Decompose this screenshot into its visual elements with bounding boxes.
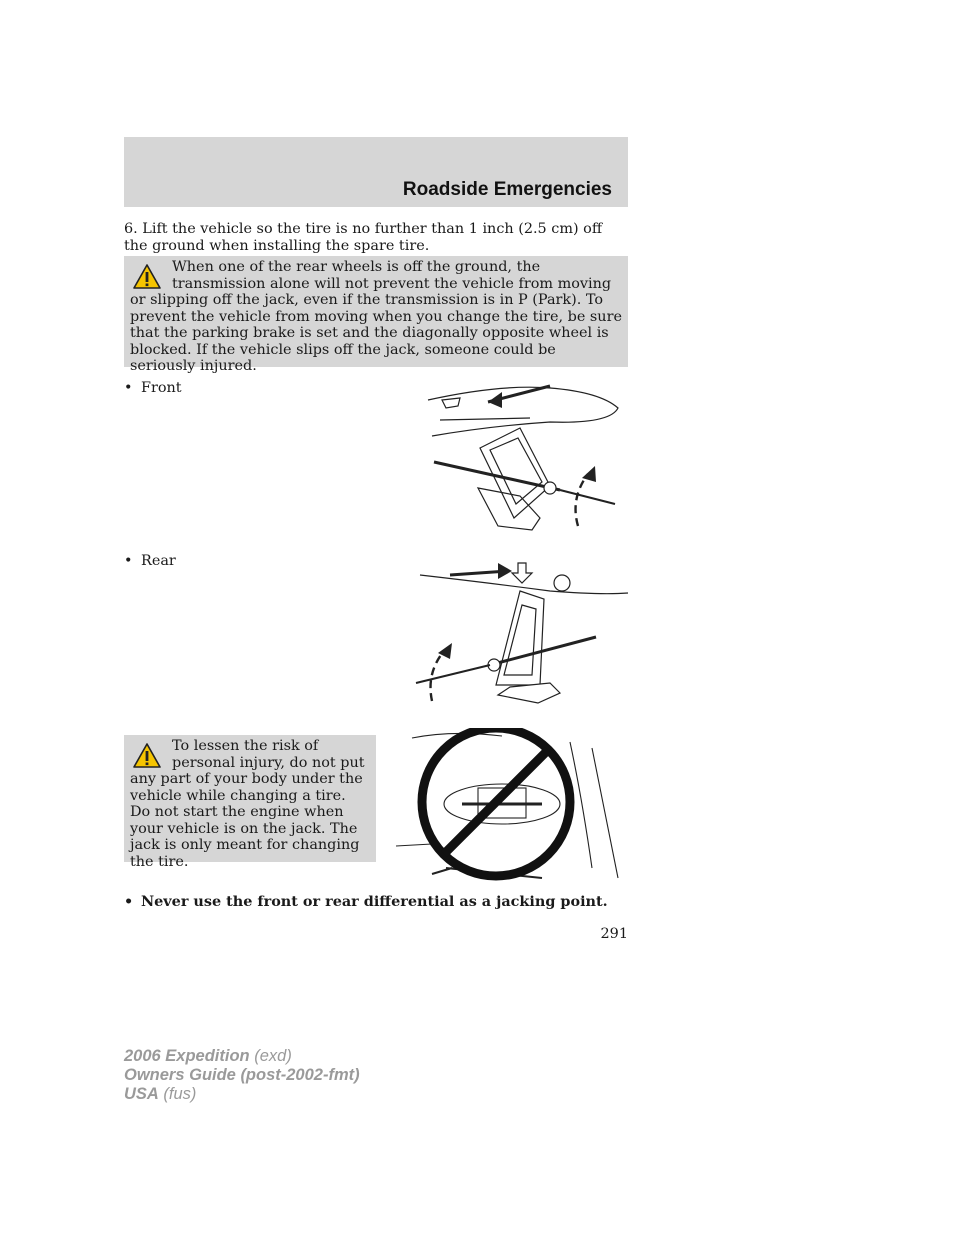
footer-line-3: USA (fus) xyxy=(124,1085,197,1103)
front-jack-illustration xyxy=(410,378,628,544)
no-differential-jacking-illustration xyxy=(392,728,628,888)
bullet-symbol: • xyxy=(124,380,133,396)
warning-text: When one of the rear wheels is off the ground, the transmission alone will not prevent the vehicle from moving or slipping off the jack, even if the transmission is in P (Park). To prevent the vehicle from moving when you change the tire, be sure that the parking brake is set and the diagonally opposite wheel is blocked. If the vehicle slips off the jack, someone could be seriously injured. xyxy=(130,259,622,374)
bullet-symbol: • xyxy=(124,553,133,569)
bullet-label: Front xyxy=(141,380,182,396)
bullet-rear xyxy=(124,553,176,569)
document-footer xyxy=(124,1047,360,1104)
section-header-band xyxy=(124,137,628,207)
warning-triangle-icon xyxy=(132,263,162,291)
step-6-text: 6. Lift the vehicle so the tire is no further than 1 inch (2.5 cm) off the ground when installing the spare tire. xyxy=(124,221,603,254)
footer-line-2: Owners Guide (post-2002-fmt) xyxy=(124,1066,360,1084)
footer-line-1: 2006 Expedition (exd) xyxy=(124,1047,292,1065)
warning-box-personal-injury xyxy=(124,735,376,870)
warning-text: To lessen the risk of personal injury, do not put any part of your body under the vehicle while changing a tire. Do not start the engine when your vehicle is on the jack. The jack is only meant for changing the tire. xyxy=(130,738,365,870)
warning-box-jack-slip xyxy=(124,256,628,374)
bullet-never-differential xyxy=(124,893,608,910)
warning-triangle-icon xyxy=(132,742,162,770)
bullet-label: Rear xyxy=(141,553,176,569)
section-title: Roadside Emergencies xyxy=(402,179,612,200)
bullet-label: Never use the front or rear differential as a jacking point. xyxy=(141,893,608,910)
bullet-symbol: • xyxy=(124,893,134,910)
rear-jack-illustration xyxy=(410,555,630,720)
bullet-front xyxy=(124,380,182,396)
page-number: 291 xyxy=(600,926,628,942)
